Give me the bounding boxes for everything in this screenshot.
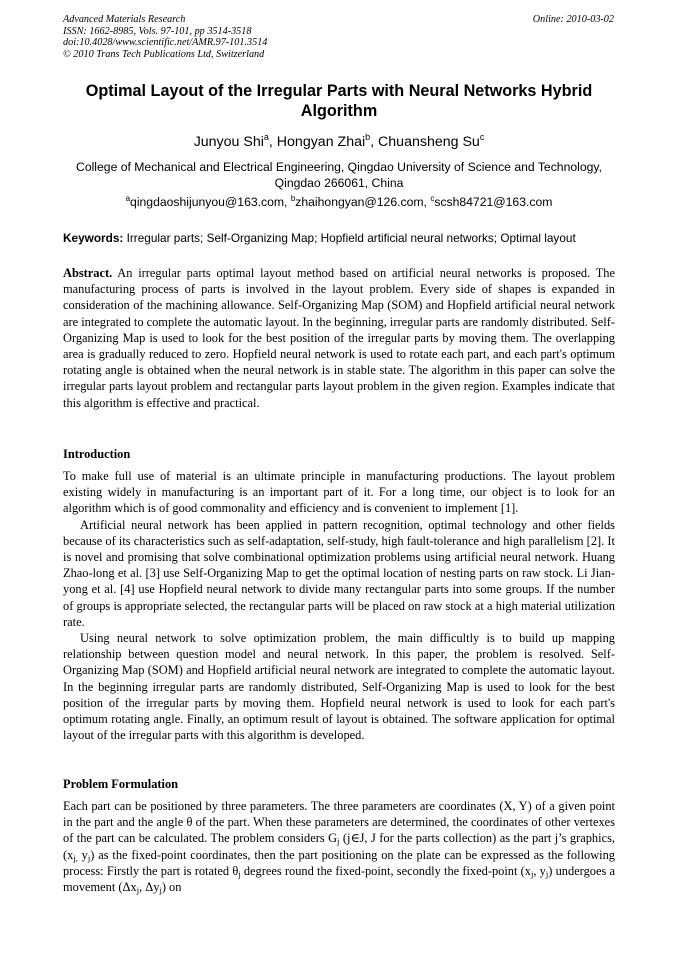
online-date: Online: 2010-03-02 <box>532 14 614 25</box>
subscript: j <box>530 868 534 879</box>
author-mark: b <box>365 132 371 142</box>
author-name: Hongyan Zhai <box>276 134 366 150</box>
journal-name: Advanced Materials Research <box>63 14 186 25</box>
email-address: zhaihongyan@126.com <box>295 195 424 209</box>
problem-text: , y <box>533 863 546 878</box>
introduction-body <box>63 468 615 743</box>
email-mark: a <box>125 194 131 203</box>
email-separator: , <box>423 195 431 209</box>
subscript: j <box>87 852 91 863</box>
journal-issn: ISSN: 1662-8985, Vols. 97-101, pp 3514-3518 <box>63 25 252 37</box>
email-mark: b <box>290 194 296 203</box>
subscript: j <box>136 885 140 896</box>
author-name: Chuansheng Su <box>378 134 480 150</box>
intro-paragraph: Using neural network to solve optimization problem, the main difficultly is to build up mapping relationship between question model and neural network. In this paper, the problem is resolved. Self-Organizing Map (SOM) and Hopfield artificial neural network are integrated to complete the automatic layout. In the beginning irregular parts are randomly distributed, Self-Organizing Map is used to look for the best position of the irregular parts by moving them. Hopfield neural network is used to look for each part's optimum rotating angle. Finally, an optimum result of layout is obtained. The software application for optimal layout of the irregular parts with this algorithm is developed. <box>63 631 615 743</box>
subscript: j, <box>73 852 78 863</box>
author-separator: , <box>268 134 277 150</box>
keywords-line <box>63 230 615 246</box>
intro-paragraph: Artificial neural network has been applied in pattern recognition, optimal technology and other fields because of its characteristics such as self-adaptation, self-study, high fault-tolerance and high parallelism [2]. It is novel and promising that solve combinational optimization problems using artificial neural network. Huang Zhao-long et al. [3] use Self-Organizing Map to get the optimal location of nesting parts on raw stock. Li Jian-yong et al. [4] use Hopfield neural network to divide many rectangular parts into some groups. If the number of groups is appropriate selected, the rectangular parts will be placed on raw stock at a high material utilization rate. <box>63 517 615 629</box>
author-separator: , <box>370 134 379 150</box>
journal-doi: doi:10.4028/www.scientific.net/AMR.97-101.3514 <box>63 37 268 48</box>
abstract <box>63 265 615 411</box>
abstract-label: Abstract. <box>63 266 113 280</box>
problem-text: ) as the fixed-point coordinates, then the part positioning on the plate can be expressed as the following process: Firstly the part is rotated θ <box>63 847 615 878</box>
email-mark: c <box>430 194 435 203</box>
author-mark: a <box>263 132 269 142</box>
email-address: qingdaoshijunyou@163.com <box>130 195 285 209</box>
keywords-label: Keywords: <box>63 231 124 245</box>
author-list <box>63 133 615 151</box>
problem-text: y <box>77 847 88 862</box>
introduction-heading: Introduction <box>63 447 131 461</box>
problem-text: , Δy <box>139 880 160 895</box>
affiliation: College of Mechanical and Electrical Engineering, Qingdao University of Science and Technology, Qingdao 266061, China <box>76 160 602 190</box>
intro-paragraph: To make full use of material is an ultimate principle in manufacturing productions. The layout problem existing widely in manufacturing is an important part of it. For a long time, our object is to look for an algorithm which is of good commonality and efficiency and is convenient to implement [1]. <box>63 469 615 516</box>
problem-text: (j∈J, J for the parts collection) as the part j’s graphics, (x <box>63 831 615 862</box>
author-mark: c <box>479 132 485 142</box>
problem-text: ) undergoes a movement (Δx <box>63 863 615 895</box>
email-separator: , <box>284 195 291 209</box>
subscript: j <box>545 868 549 879</box>
email-list <box>63 194 615 210</box>
problem-paragraph <box>63 798 615 895</box>
journal-copyright: © 2010 Trans Tech Publications Ltd, Switzerland <box>63 48 265 60</box>
author-name: Junyou Shi <box>193 134 264 150</box>
keywords-text: Irregular parts; Self-Organizing Map; Hopfield artificial neural networks; Optimal layout <box>123 231 576 245</box>
email-address: scsh84721@163.com <box>434 195 553 209</box>
journal-header <box>63 14 267 60</box>
subscript: j <box>238 868 241 879</box>
problem-text: degrees round the fixed-point, secondly the fixed-point (x <box>240 863 531 878</box>
problem-text: ) on <box>161 880 182 895</box>
paper-title: Optimal Layout of the Irregular Parts with Neural Networks Hybrid Algorithm <box>85 82 593 120</box>
problem-body <box>63 798 615 895</box>
subscript: j <box>337 836 340 847</box>
subscript: j <box>159 885 162 896</box>
problem-text: Each part can be positioned by three parameters. The three parameters are coordinates (X, Y) of a given point in the part and the angle θ of the part. When these parameters are determined, the coordinates of other vertexes of the part can be calculated. The problem considers G <box>63 799 615 846</box>
problem-heading: Problem Formulation <box>63 777 179 791</box>
abstract-text: An irregular parts optimal layout method based on artificial neural networks is proposed. The manufacturing process of parts is involved in the layout problem. Every side of shapes is expanded in consideration of the machining allowance. Self-Organizing Map (SOM) and Hopfield artificial neural network are integrated to complete the automatic layout. In the beginning, irregular parts are randomly distributed. Self-Organizing Map is used to look for the best position of the irregular parts by moving them. The overlapping area is gradually reduced to zero. Hopfield neural network is used to rotate each part, and each part's optimum rotating angle is obtained when the neural network is in stable state. The algorithm in this paper can solve the irregular parts layout problem and rectangular parts layout problem in the given region. Examples indicate that this algorithm is effective and practical. <box>63 266 615 410</box>
